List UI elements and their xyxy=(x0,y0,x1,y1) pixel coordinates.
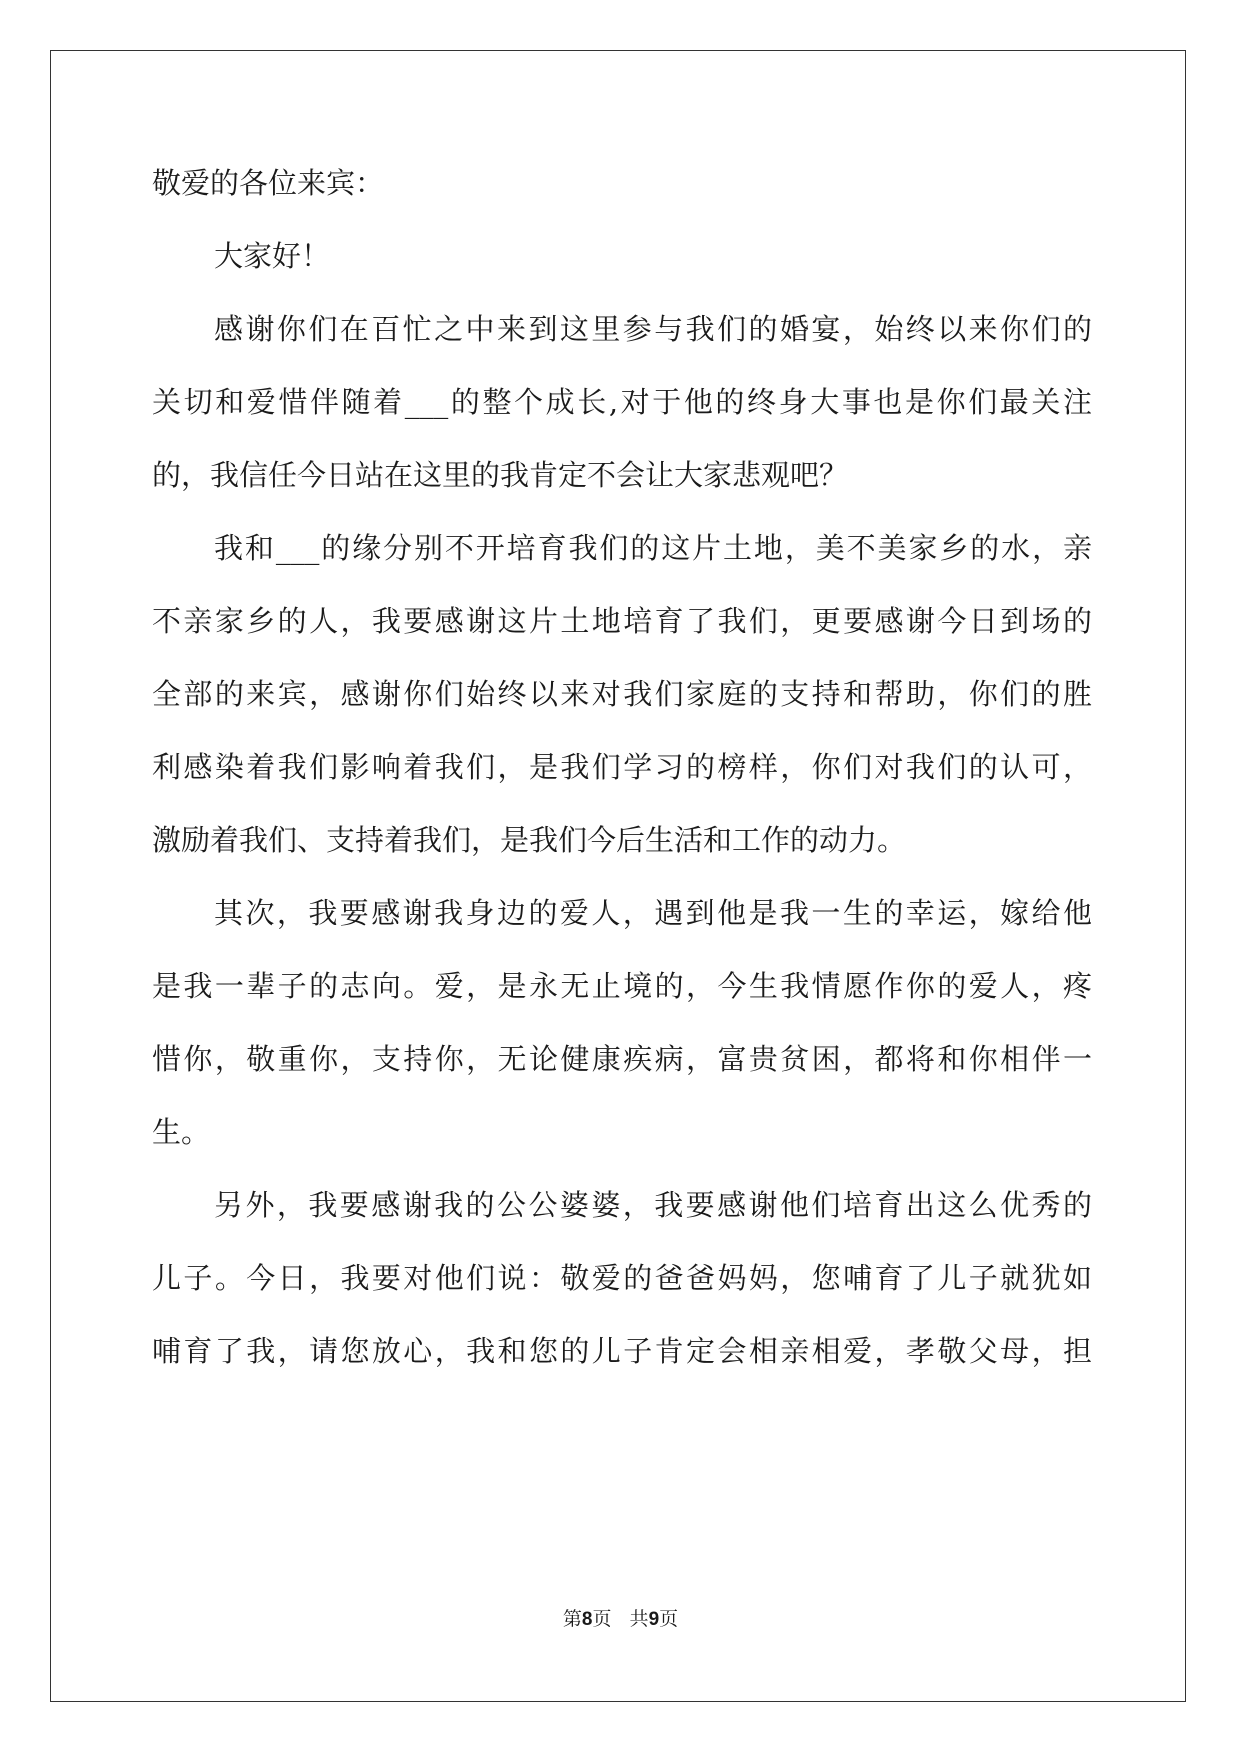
paragraph-2-line-1: 我和___的缘分别不开培育我们的这片土地，美不美家乡的水，亲 xyxy=(214,531,1092,565)
paragraph-1-line-3: 的，我信任今日站在这里的我肯定不会让大家悲观吧？ xyxy=(152,458,849,492)
paragraph-3-line-2: 是我一辈子的志向。爱，是永无止境的，今生我情愿作你的爱人，疼 xyxy=(152,969,1092,1003)
paragraph-2-line-3: 全部的来宾，感谢你们始终以来对我们家庭的支持和帮助，你们的胜 xyxy=(152,677,1092,711)
paragraph-4-line-3: 哺育了我，请您放心，我和您的儿子肯定会相亲相爱，孝敬父母，担 xyxy=(152,1334,1092,1368)
page-footer xyxy=(0,1604,1241,1631)
page-border xyxy=(50,50,1186,1702)
paragraph-3-line-1: 其次，我要感谢我身边的爱人，遇到他是我一生的幸运，嫁给他 xyxy=(214,896,1092,930)
footer-suffix: 页 xyxy=(659,1608,679,1630)
current-page-number: 8 xyxy=(581,1609,593,1630)
total-page-number: 9 xyxy=(648,1609,660,1630)
paragraph-4-line-1: 另外，我要感谢我的公公婆婆，我要感谢他们培育出这么优秀的 xyxy=(214,1188,1092,1222)
greeting-line: 大家好！ xyxy=(214,239,331,273)
paragraph-2-line-2: 不亲家乡的人，我要感谢这片土地培育了我们，更要感谢今日到场的 xyxy=(152,604,1092,638)
paragraph-2-line-4: 利感染着我们影响着我们，是我们学习的榜样，你们对我们的认可， xyxy=(152,750,1092,784)
footer-prefix: 第 xyxy=(562,1608,582,1630)
salutation-line: 敬爱的各位来宾： xyxy=(152,166,385,200)
paragraph-1-line-1: 感谢你们在百忙之中来到这里参与我们的婚宴，始终以来你们的 xyxy=(214,312,1092,346)
paragraph-4-line-2: 儿子。今日，我要对他们说：敬爱的爸爸妈妈，您哺育了儿子就犹如 xyxy=(152,1261,1092,1295)
paragraph-2-line-5: 激励着我们、支持着我们，是我们今后生活和工作的动力。 xyxy=(152,823,907,857)
paragraph-1-line-2: 关切和爱惜伴随着___的整个成长,对于他的终身大事也是你们最关注 xyxy=(152,385,1092,419)
paragraph-3-line-4: 生。 xyxy=(152,1115,211,1149)
footer-middle: 页 共 xyxy=(592,1608,649,1630)
paragraph-3-line-3: 惜你，敬重你，支持你，无论健康疾病，富贵贫困，都将和你相伴一 xyxy=(152,1042,1092,1076)
